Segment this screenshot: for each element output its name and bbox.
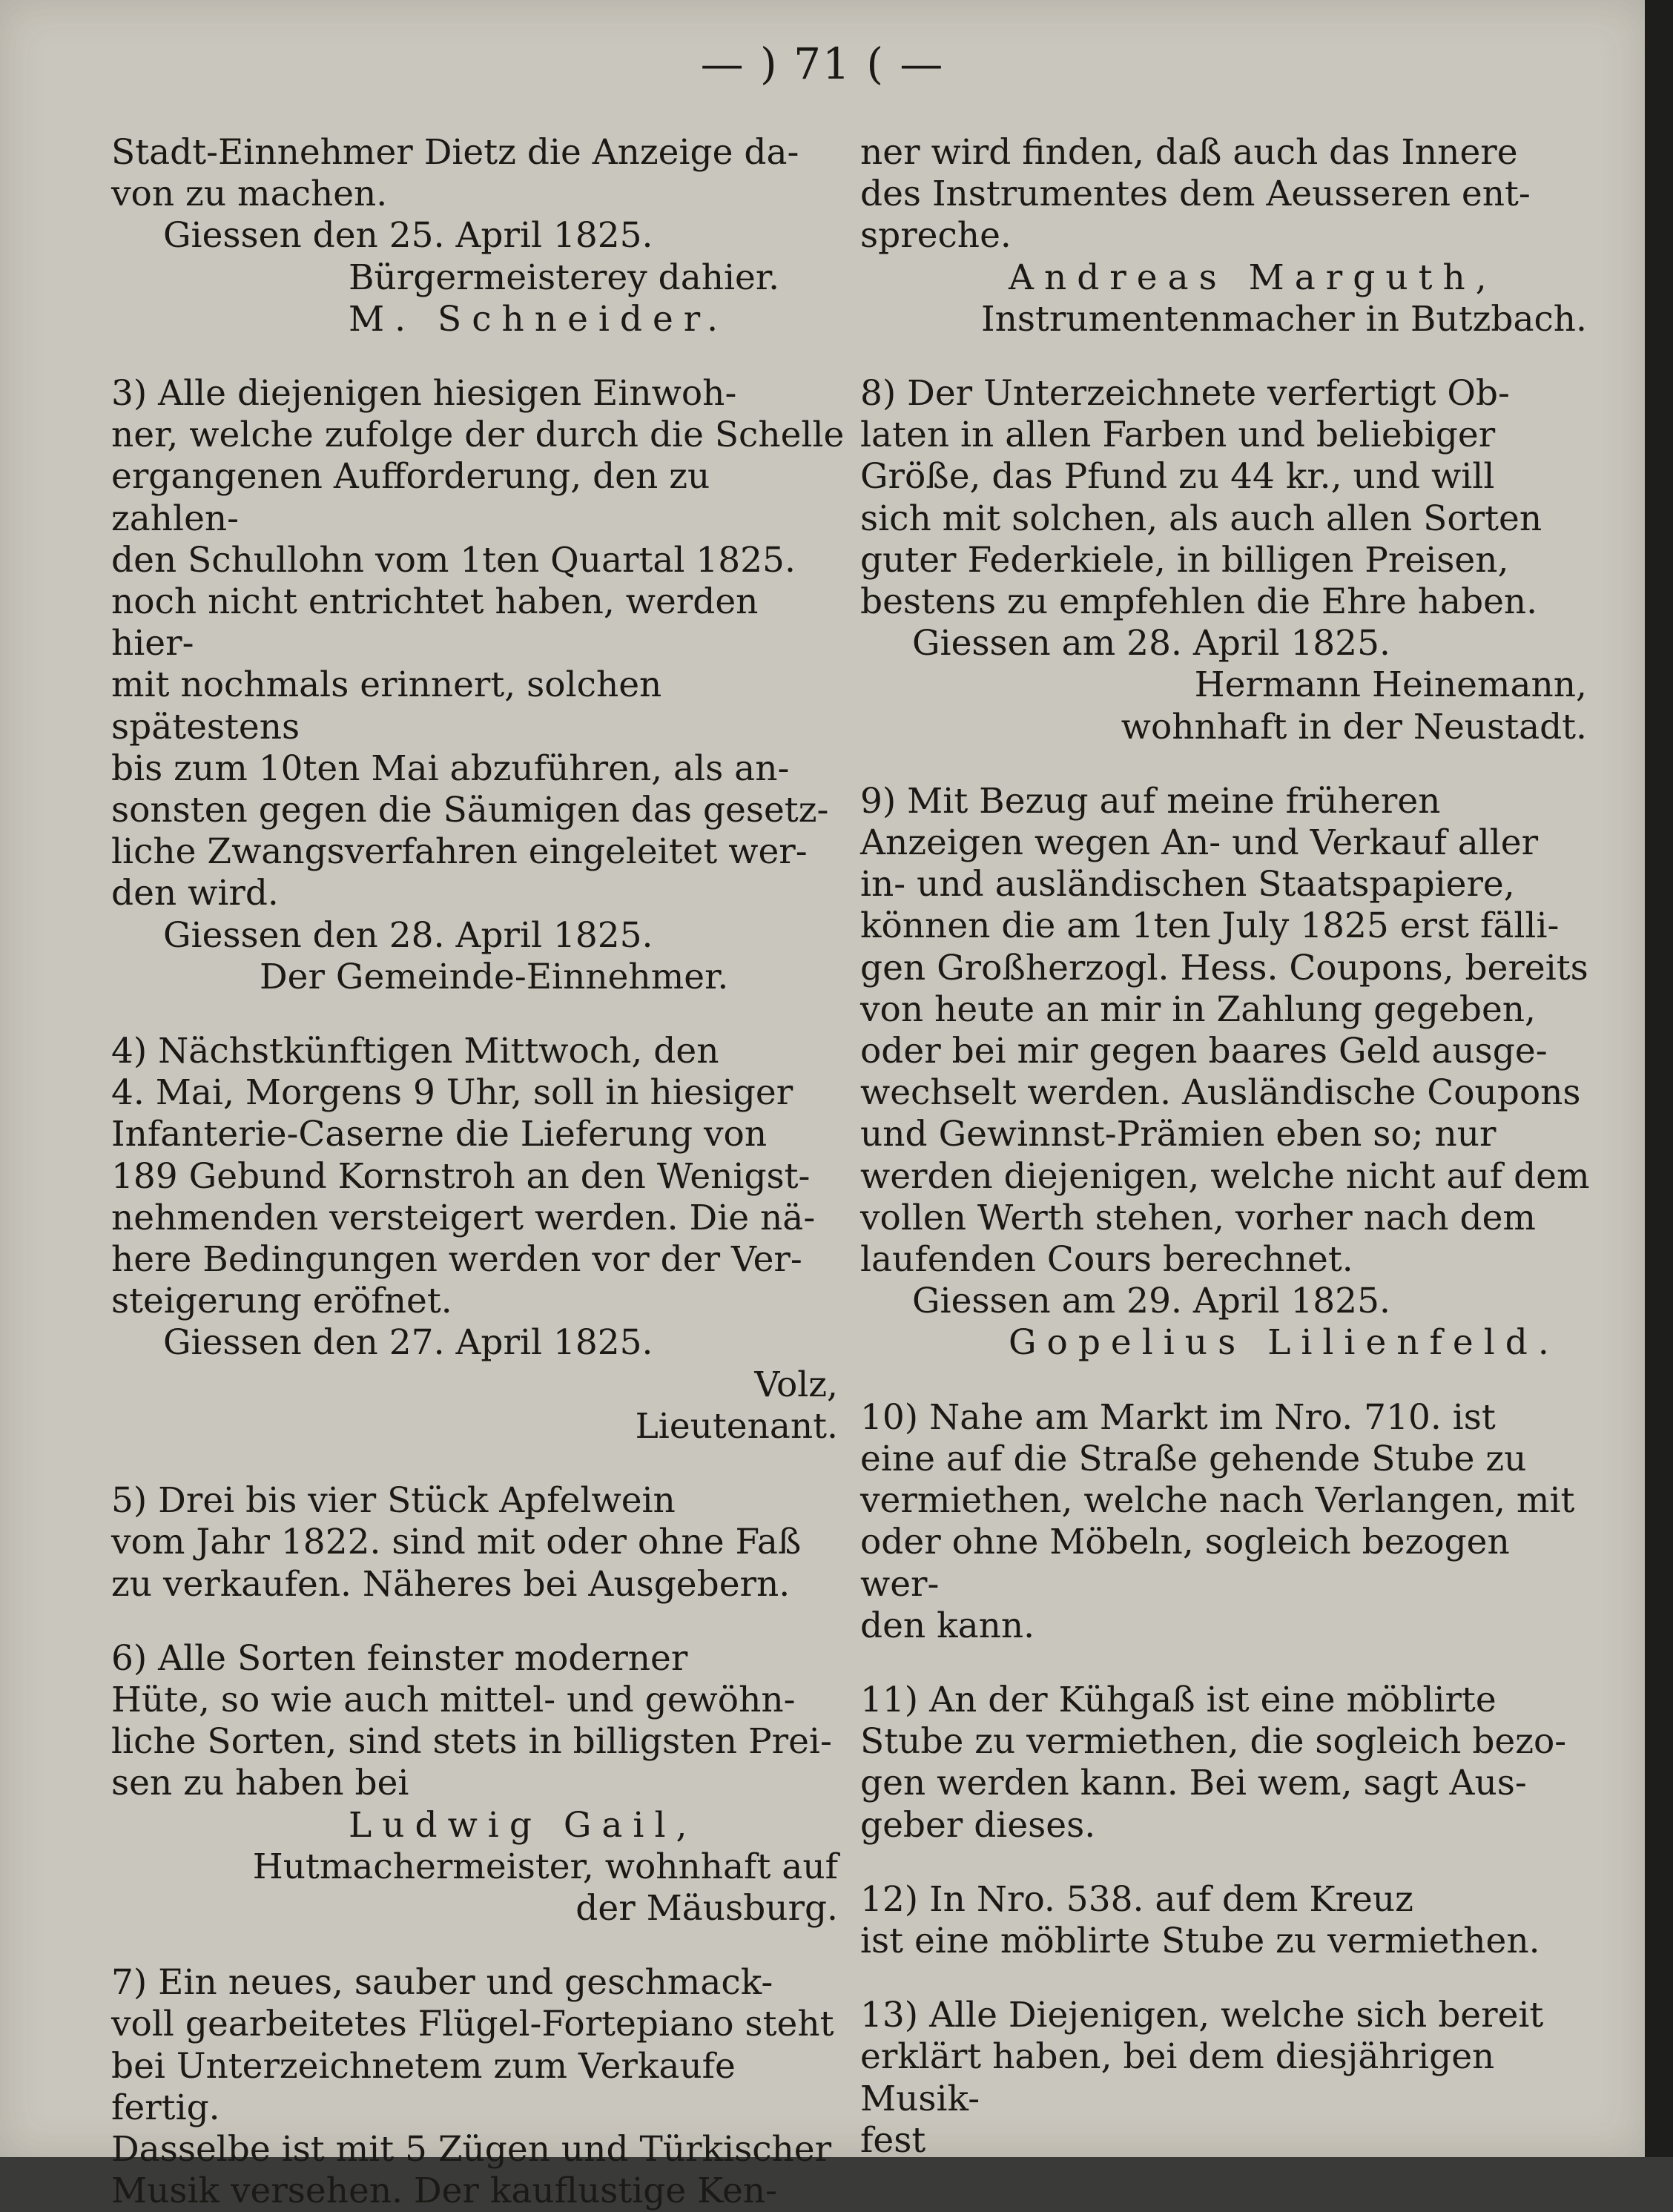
text-line: in- und ausländischen Staatspapiere, <box>860 864 1515 905</box>
text-line: noch nicht entrichtet haben, werden hier- <box>111 581 759 664</box>
text-line: wohnhaft in der Neustadt. <box>1121 706 1587 747</box>
text-line: Musik versehen. Der kauflustige Ken- <box>111 2170 777 2212</box>
text-line: sonsten gegen die Säumigen das gesetz- <box>111 790 829 831</box>
paragraph-gap <box>111 340 845 373</box>
paragraph-gap <box>860 1962 1594 1995</box>
paragraph-gap <box>860 1846 1594 1879</box>
text-line: der Mäusburg. <box>575 1887 838 1929</box>
text-line: here Bedingungen werden vor der Ver- <box>111 1239 802 1281</box>
text-line: Gopelius Lilienfeld. <box>1009 1322 1560 1364</box>
text-line: M. Schneider. <box>349 298 729 340</box>
text-line: Giessen am 29. April 1825. <box>912 1281 1390 1322</box>
paragraph-gap <box>111 1447 845 1480</box>
text-line: 5) Drei bis vier Stück Apfelwein <box>111 1480 676 1522</box>
text-line: 12) In Nro. 538. auf dem Kreuz <box>860 1878 1413 1920</box>
text-line: Ludwig Gail, <box>349 1804 698 1846</box>
text-line: eine auf die Straße gehende Stube zu <box>860 1438 1527 1479</box>
text-line: zu verkaufen. Näheres bei Ausgebern. <box>111 1563 791 1605</box>
text-line: Stube zu vermiethen, die sogleich bezo- <box>860 1721 1567 1763</box>
text-line: 7) Ein neues, sauber und geschmack- <box>111 1962 773 2004</box>
text-line: bestens zu empfehlen die Ehre haben. <box>860 581 1538 623</box>
text-line: 6) Alle Sorten feinster moderner <box>111 1637 688 1679</box>
text-line: können die am 1ten July 1825 erst fälli- <box>860 905 1560 947</box>
text-line: gen werden kann. Bei wem, sagt Aus- <box>860 1763 1527 1804</box>
text-line: ergangenen Aufforderung, den zu zahlen- <box>111 456 710 539</box>
text-line: sich mit solchen, als auch allen Sorten <box>860 498 1542 539</box>
text-line: Giessen den 28. April 1825. <box>163 914 653 956</box>
text-line: werden diejenigen, welche nicht auf dem <box>860 1155 1590 1197</box>
text-line: geber dieses. <box>860 1804 1096 1846</box>
text-line: Hüte, so wie auch mittel- und gewöhn- <box>111 1679 796 1720</box>
text-line: mit nochmals erinnert, solchen spätestens <box>111 664 662 747</box>
text-line: den wird. <box>111 873 279 914</box>
text-line: den Schullohn vom 1ten Quartal 1825. <box>111 539 796 581</box>
text-line: 9) Mit Bezug auf meine früheren <box>860 780 1441 822</box>
scan-edge <box>1645 0 1673 2157</box>
text-line: Andreas Marguth, <box>1009 257 1497 298</box>
text-line: Giessen den 25. April 1825. <box>163 215 653 257</box>
text-line: 8) Der Unterzeichnete verfertigt Ob- <box>860 373 1510 415</box>
text-line: sen zu haben bei <box>111 1763 409 1804</box>
text-line: von heute an mir in Zahlung gegeben, <box>860 988 1536 1030</box>
text-line: Giessen den 27. April 1825. <box>163 1322 653 1364</box>
text-line: liche Sorten, sind stets in billigsten Prei- <box>111 1721 832 1763</box>
text-line: gen Großherzogl. Hess. Coupons, bereits <box>860 947 1588 988</box>
text-line: spreche. <box>860 215 1012 257</box>
text-line: fest <box>860 2119 926 2161</box>
text-line: den kann. <box>860 1605 1035 1646</box>
text-line: ner, welche zufolge der durch die Schelle <box>111 415 845 456</box>
right-column <box>860 132 1594 2162</box>
paragraph-gap <box>860 340 1594 373</box>
text-line: 13) Alle Diejenigen, welche sich bereit <box>860 1995 1544 2036</box>
text-line: vom Jahr 1822. sind mit oder ohne Faß <box>111 1522 802 1563</box>
text-line: nehmenden versteigert werden. Die nä- <box>111 1197 816 1238</box>
text-line: Giessen am 28. April 1825. <box>912 623 1390 664</box>
text-line: Stadt-Einnehmer Dietz die Anzeige da- <box>111 132 799 173</box>
text-line: des Instrumentes dem Aeusseren ent- <box>860 174 1531 215</box>
text-line: ist eine möblirte Stube zu vermiethen. <box>860 1920 1540 1961</box>
text-line: von zu machen. <box>111 174 388 215</box>
text-line: Lieutenant. <box>635 1405 838 1447</box>
text-line: vermiethen, welche nach Verlangen, mit <box>860 1480 1575 1522</box>
text-line: ner wird finden, daß auch das Innere <box>860 132 1518 173</box>
text-line: Infanterie-Caserne die Lieferung von <box>111 1114 768 1155</box>
text-line: laten in allen Farben und beliebiger <box>860 415 1496 456</box>
text-line: erklärt haben, bei dem diesjährigen Musik- <box>860 2036 1495 2119</box>
text-line: 11) An der Kühgaß ist eine möblirte <box>860 1679 1497 1720</box>
text-line: Hermann Heinemann, <box>1194 664 1587 706</box>
text-line: liche Zwangsverfahren eingeleitet wer- <box>111 831 808 873</box>
text-line: voll gearbeitetes Flügel-Fortepiano steht <box>111 2004 834 2045</box>
text-line: 4) Nächstkünftigen Mittwoch, den <box>111 1031 719 1072</box>
text-line: oder ohne Möbeln, sogleich bezogen wer- <box>860 1522 1510 1605</box>
text-line: 189 Gebund Kornstroh an den Wenigst- <box>111 1155 811 1197</box>
paragraph-gap <box>860 748 1594 781</box>
text-line: und Gewinnst-Prämien eben so; nur <box>860 1114 1497 1155</box>
text-line: 3) Alle diejenigen hiesigen Einwoh- <box>111 373 737 415</box>
text-line: guter Federkiele, in billigen Preisen, <box>860 539 1509 581</box>
page-number: — ) 71 ( — <box>700 39 945 89</box>
paragraph-gap <box>111 1605 845 1638</box>
paragraph-gap <box>111 998 845 1031</box>
left-column <box>111 132 845 2212</box>
text-line: Bürgermeisterey dahier. <box>349 257 780 298</box>
text-line: oder bei mir gegen baares Geld ausge- <box>860 1031 1548 1072</box>
text-line: 4. Mai, Morgens 9 Uhr, soll in hiesiger <box>111 1072 793 1114</box>
text-line: steigerung eröfnet. <box>111 1281 452 1322</box>
text-line: Hutmachermeister, wohnhaft auf <box>252 1846 838 1887</box>
paragraph-gap <box>860 1364 1594 1397</box>
text-line: Instrumentenmacher in Butzbach. <box>981 298 1587 340</box>
text-line: wechselt werden. Ausländische Coupons <box>860 1072 1581 1114</box>
text-line: vollen Werth stehen, vorher nach dem <box>860 1197 1536 1238</box>
text-line: Dasselbe ist mit 5 Zügen und Türkischer <box>111 2128 832 2170</box>
text-line: Anzeigen wegen An- und Verkauf aller <box>860 822 1539 864</box>
text-line: laufenden Cours berechnet. <box>860 1239 1353 1281</box>
paragraph-gap <box>860 1647 1594 1680</box>
text-line: Volz, <box>754 1364 838 1405</box>
text-line: bis zum 10ten Mai abzuführen, als an- <box>111 747 790 789</box>
text-line: bei Unterzeichnetem zum Verkaufe fertig. <box>111 2045 736 2128</box>
text-line: Der Gemeinde-Einnehmer. <box>260 956 729 997</box>
text-line: Größe, das Pfund zu 44 kr., und will <box>860 456 1495 498</box>
text-line: 10) Nahe am Markt im Nro. 710. ist <box>860 1396 1496 1438</box>
paragraph-gap <box>111 1929 845 1962</box>
